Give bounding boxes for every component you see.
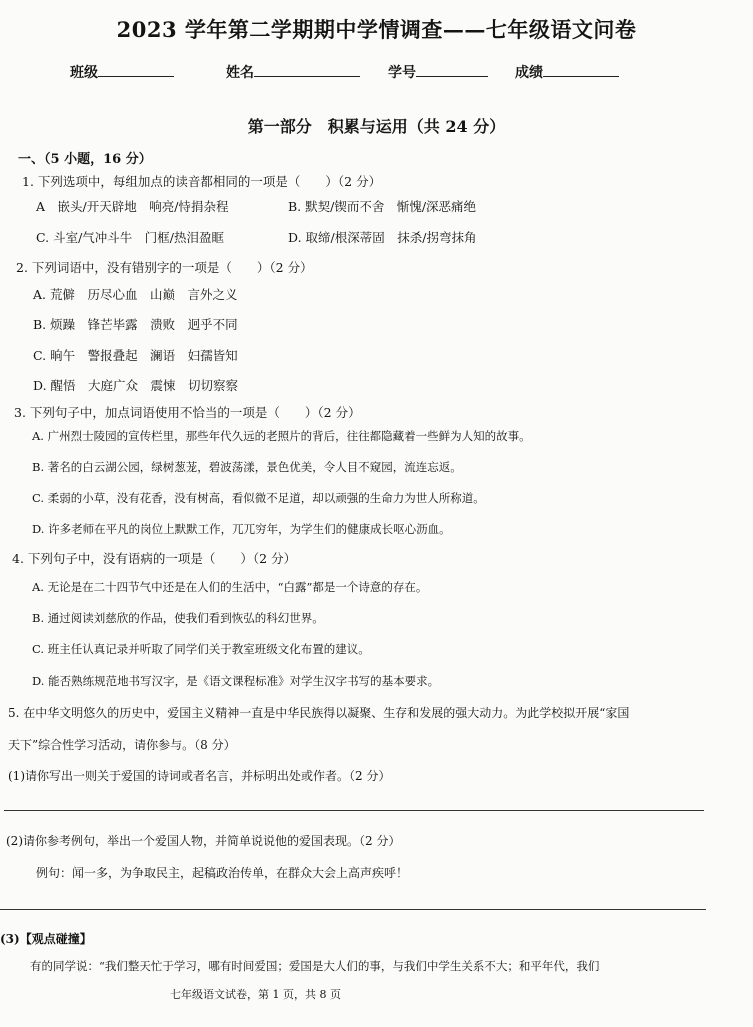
section-heading: 一、（5 小题，16 分）	[18, 152, 152, 167]
question-5-example: 例句：闻一多，为争取民主，起稿政治传单，在群众大会上高声疾呼！	[36, 866, 409, 880]
class-label: 班级	[70, 65, 98, 81]
question-4-option-d: D. 能否熟练规范地书写汉字，是《语文课程标准》对学生汉字书写的基本要求。	[32, 674, 440, 688]
score-field	[515, 62, 619, 82]
student-id-label: 学号	[388, 65, 416, 81]
question-2-stem: 2. 下列词语中，没有错别字的一项是（ ）（2 分）	[16, 260, 313, 275]
question-4-option-c: C. 班主任认真记录并听取了同学们关于教室班级文化布置的建议。	[32, 642, 370, 656]
answer-line-2[interactable]	[0, 909, 706, 910]
question-2-option-c: C. 晌午 警报叠起 澜语 妇孺皆知	[33, 348, 238, 363]
answer-line-1[interactable]	[4, 810, 704, 811]
question-3-option-d: D. 许多老师在平凡的岗位上默默工作，兀兀穷年，为学生们的健康成长呕心沥血。	[32, 522, 451, 536]
question-1-option-a: A 嵌头/开天辟地 响亮/恃捐杂程	[36, 199, 229, 214]
question-1-option-d: D. 取缔/根深蒂固 抹杀/拐弯抹角	[288, 230, 477, 245]
question-5-intro-line-1: 5. 在中华文明悠久的历史中，爱国主义精神一直是中华民族得以凝聚、生存和发展的强大动力。为此学校拟开展“家国	[8, 706, 630, 720]
question-3-option-a: A. 广州烈士陵园的宣传栏里，那些年代久远的老照片的背后，往往都隐藏着一些鲜为人知的故事。	[32, 429, 531, 443]
question-1-option-b: B. 默契/锲而不舍 惭愧/深恶痛绝	[288, 199, 477, 214]
question-3-option-c: C. 柔弱的小草，没有花香，没有树高，看似微不足道，却以顽强的生命力为世人所称道。	[32, 491, 485, 505]
score-blank[interactable]	[543, 62, 619, 77]
class-field	[70, 62, 174, 82]
score-label: 成绩	[515, 65, 543, 81]
question-5-part-3-text: 有的同学说：“我们整天忙于学习，哪有时间爱国；爱国是大人们的事，与我们中学生关系不大；和平年代，我们	[30, 959, 600, 973]
name-field	[226, 62, 360, 82]
question-4-option-a: A. 无论是在二十四节气中还是在人们的生活中，“白露”都是一个诗意的存在。	[32, 580, 428, 594]
question-3-stem: 3. 下列句子中，加点词语使用不恰当的一项是（ ）（2 分）	[14, 405, 361, 420]
question-5-part-2: (2)请你参考例句，举出一个爱国人物，并简单说说他的爱国表现。（2 分）	[6, 834, 401, 848]
question-1-option-c: C. 斗室/气冲斗牛 门框/热泪盈眶	[36, 230, 224, 245]
question-5-intro-line-2: 天下”综合性学习活动，请你参与。（8 分）	[8, 738, 236, 752]
question-4-stem: 4. 下列句子中，没有语病的一项是（ ）（2 分）	[12, 551, 297, 566]
question-2-option-a: A. 荒僻 历尽心血 山巅 言外之义	[33, 287, 238, 302]
page-footer: 七年级语文试卷，第 1 页，共 8 页	[170, 988, 341, 1001]
name-blank[interactable]	[254, 62, 360, 77]
question-3-option-b: B. 著名的白云湖公园，绿树葱茏，碧波荡漾，景色优美，令人目不窥园，流连忘返。	[32, 460, 462, 474]
student-id-field	[388, 62, 488, 82]
class-blank[interactable]	[98, 62, 174, 77]
name-label: 姓名	[226, 65, 254, 81]
question-2-option-b: B. 烦躁 锋芒毕露 溃败 迥乎不同	[33, 317, 238, 332]
question-2-option-d: D. 醒悟 大庭广众 震悚 切切察察	[33, 378, 239, 393]
question-5-part-1: (1)请你写出一则关于爱国的诗词或者名言，并标明出处或作者。（2 分）	[8, 769, 391, 783]
student-id-blank[interactable]	[416, 62, 488, 77]
question-1-stem: 1. 下列选项中，每组加点的读音都相同的一项是（ ）（2 分）	[22, 174, 382, 189]
page-title: 2023 学年第二学期期中学情调查——七年级语文问卷	[116, 17, 637, 42]
question-4-option-b: B. 通过阅读刘慈欣的作品，使我们看到恢弘的科幻世界。	[32, 611, 324, 625]
part-one-title: 第一部分 积累与运用（共 24 分）	[247, 117, 506, 136]
question-5-part-3-heading: (3)【观点碰撞】	[0, 932, 92, 946]
